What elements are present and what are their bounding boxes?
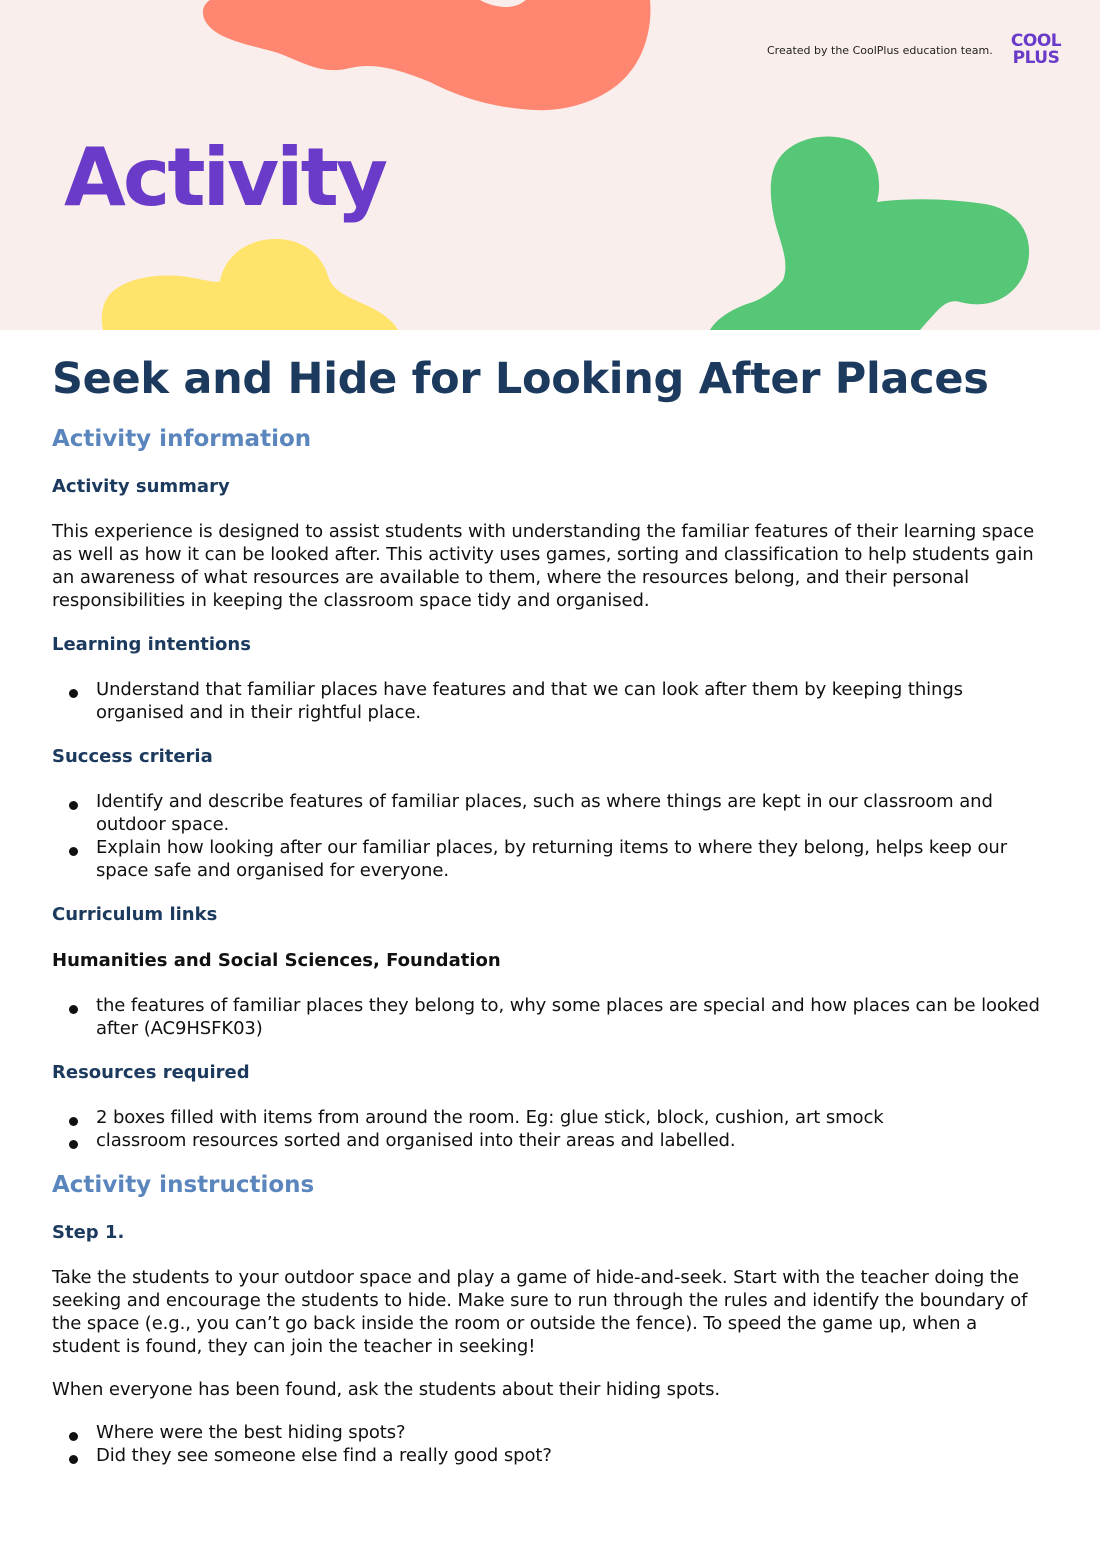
list-item: [52, 836, 1048, 882]
curriculum-list: [52, 994, 1048, 1040]
list-item: [52, 1444, 1048, 1467]
success-criteria-list: [52, 790, 1048, 882]
list-item: [52, 1421, 1048, 1444]
list-item-text: Explain how looking after our familiar places, by returning items to where they belong, helps keep our space safe and organised for everyone.: [96, 837, 1008, 881]
bullet-icon: [69, 1455, 78, 1464]
yellow-blob-decoration: [100, 236, 400, 330]
page-title: Seek and Hide for Looking After Places: [52, 354, 989, 404]
bullet-icon: [69, 801, 78, 810]
list-item: [52, 1106, 1048, 1129]
logo-line-1: COOL: [1010, 31, 1062, 51]
logo-line-2: PLUS: [1012, 48, 1060, 68]
subheading-curriculum-links: Curriculum links: [52, 904, 218, 925]
subheading-activity-summary: Activity summary: [52, 476, 230, 497]
coolplus-logo: [1004, 33, 1068, 73]
list-item: [52, 994, 1048, 1040]
header-banner: [0, 0, 1100, 330]
document-body: [0, 352, 1100, 1467]
subheading-learning-intentions: Learning intentions: [52, 634, 251, 655]
step-1-questions-list: [52, 1421, 1048, 1467]
created-by-text: Created by the CoolPlus education team.: [767, 44, 993, 57]
activity-summary-text: This experience is designed to assist students with understanding the familiar features of their learning space as well as how it can be looked after. This activity uses games, sorting and classification to help students gain an awareness of what resources are available to them, where the resources belong, and their personal responsibilities in keeping the classroom space tidy and organised.: [52, 521, 1035, 611]
list-item-text: Identify and describe features of familiar places, such as where things are kept in our classroom and outdoor space.: [96, 791, 993, 835]
list-item: [52, 1129, 1048, 1152]
bullet-icon: [69, 1140, 78, 1149]
bullet-icon: [69, 1005, 78, 1014]
list-item-text: Understand that familiar places have features and that we can look after them by keeping things organised and in their rightful place.: [96, 679, 963, 723]
bullet-icon: [69, 689, 78, 698]
list-item: [52, 790, 1048, 836]
section-heading-activity-information: Activity information: [52, 426, 312, 452]
list-item-text: Did they see someone else find a really good spot?: [96, 1445, 552, 1466]
list-item: [52, 678, 1048, 724]
subheading-success-criteria: Success criteria: [52, 746, 213, 767]
green-blob-decoration: [705, 132, 1040, 330]
resources-list: [52, 1106, 1048, 1152]
bullet-icon: [69, 847, 78, 856]
list-item-text: 2 boxes filled with items from around the room. Eg: glue stick, block, cushion, art smock: [96, 1107, 884, 1128]
bullet-icon: [69, 1117, 78, 1126]
coral-blob-decoration: [190, 0, 660, 120]
list-item-text: classroom resources sorted and organised into their areas and labelled.: [96, 1130, 736, 1151]
subheading-resources-required: Resources required: [52, 1062, 250, 1083]
subheading-step-1: Step 1.: [52, 1222, 125, 1243]
learning-intentions-list: [52, 678, 1048, 724]
list-item-text: Where were the best hiding spots?: [96, 1422, 406, 1443]
section-heading-activity-instructions: Activity instructions: [52, 1172, 315, 1198]
bullet-icon: [69, 1432, 78, 1441]
step-1-followup-text: When everyone has been found, ask the students about their hiding spots.: [52, 1379, 720, 1400]
banner-title: Activity: [64, 131, 385, 224]
step-1-text: Take the students to your outdoor space and play a game of hide-and-seek. Start with the teacher doing the seeking and encourage the students to hide. Make sure to run through the rules and identify the boundary of the space (e.g., you can’t go back inside the room or outside the fence). To speed the game up, when a student is found, they can join the teacher in seeking!: [52, 1267, 1028, 1357]
list-item-text: the features of familiar places they belong to, why some places are special and how places can be looked after (AC9HSFK03): [96, 995, 1040, 1039]
curriculum-subject: Humanities and Social Sciences, Foundation: [52, 950, 501, 971]
